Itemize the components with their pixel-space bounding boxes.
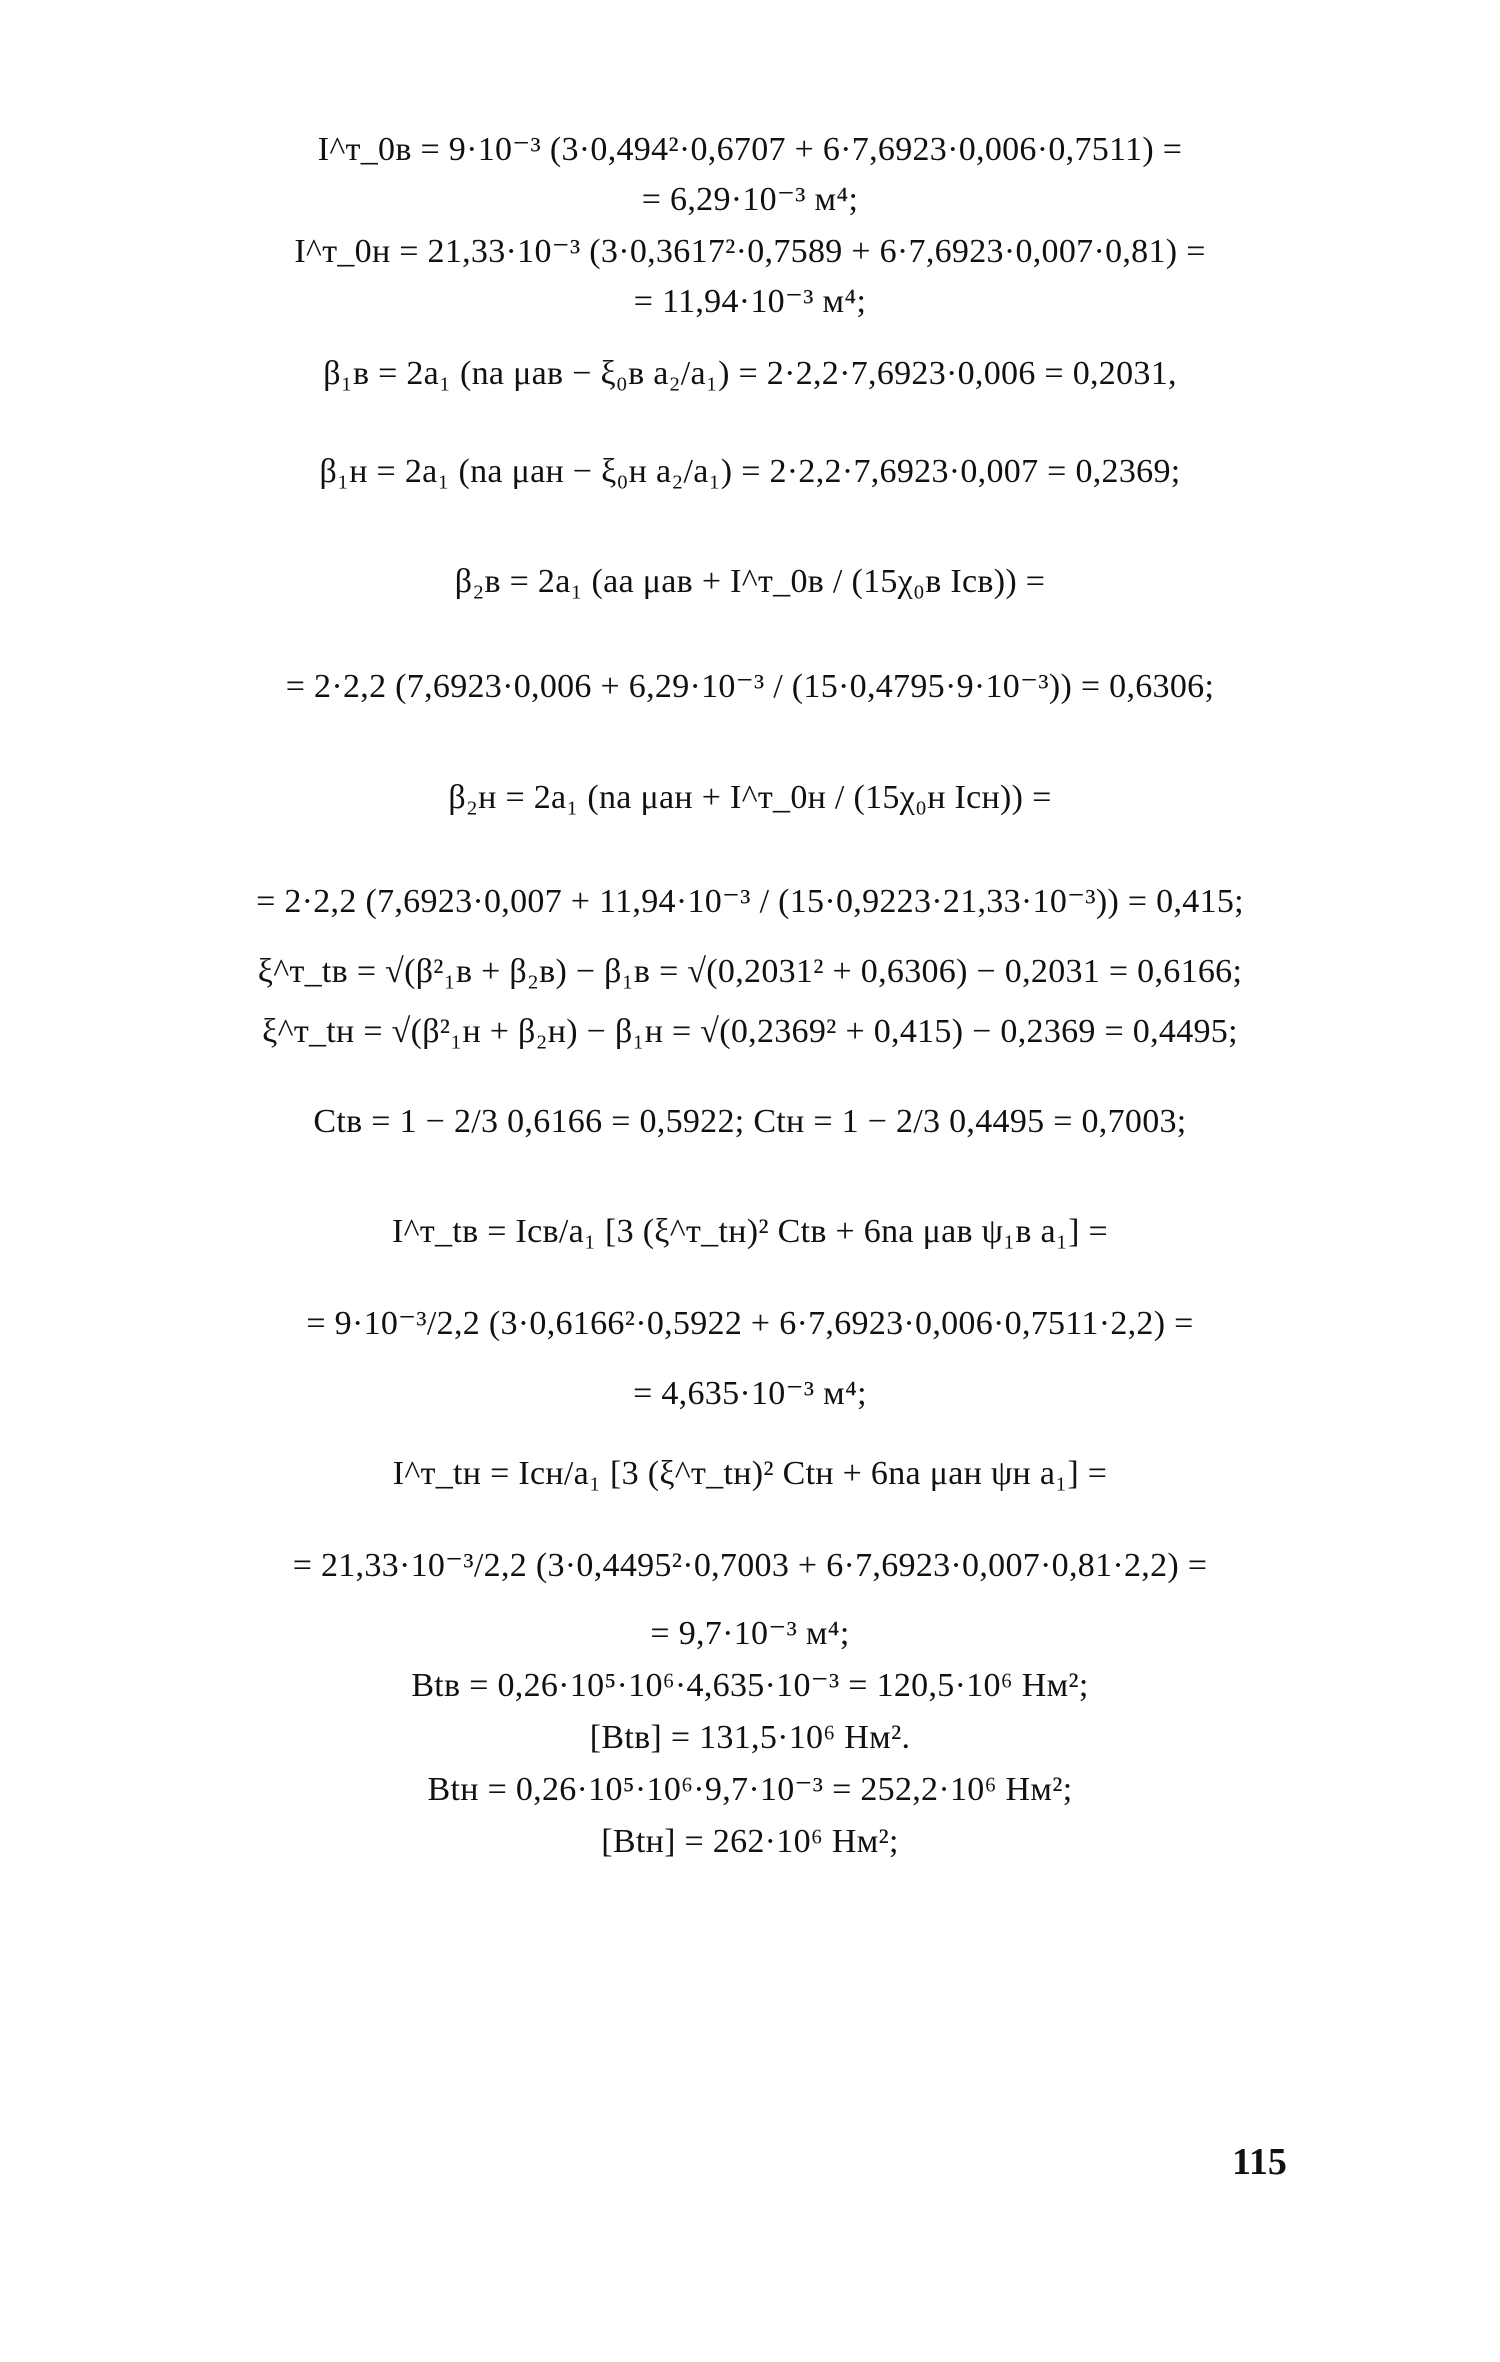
formula-line-20: Btв = 0,26·10⁵·10⁶·4,635·10⁻³ = 120,5·10⁶ Нм²; <box>411 1667 1089 1704</box>
formula-line-17: I^т_tн = Iсн/a₁ [3 (ξ^т_tн)² Ctн + 6nа μaн ψн a₁] = <box>392 1455 1108 1492</box>
formula-line-16: = 4,635·10⁻³ м⁴; <box>633 1375 867 1412</box>
formula-line-23: [Btн] = 262·10⁶ Нм²; <box>601 1823 899 1860</box>
formula-line-22: Btн = 0,26·10⁵·10⁶·9,7·10⁻³ = 252,2·10⁶ Нм²; <box>427 1771 1073 1808</box>
page-number: 115 <box>1232 2141 1287 2183</box>
formula-line-8: = 2·2,2 (7,6923·0,006 + 6,29·10⁻³ / (15·0,4795·9·10⁻³)) = 0,6306; <box>285 668 1215 705</box>
formula-line-3: I^т_0н = 21,33·10⁻³ (3·0,3617²·0,7589 + 6·7,6923·0,007·0,81) = <box>294 233 1206 270</box>
formula-line-6: β₁н = 2a₁ (nа μaн − ξ₀н a₂/a₁) = 2·2,2·7,6923·0,007 = 0,2369; <box>319 453 1181 490</box>
formula-line-21: [Btв] = 131,5·10⁶ Нм². <box>589 1719 911 1756</box>
formula-line-7: β₂в = 2a₁ (aа μaв + I^т_0в / (15χ₀в Iсв)) = <box>454 563 1046 600</box>
formula-line-11: ξ^т_tв = √(β²₁в + β₂в) − β₁в = √(0,2031² + 0,6306) − 0,2031 = 0,6166; <box>257 953 1243 990</box>
formula-line-15: = 9·10⁻³/2,2 (3·0,6166²·0,5922 + 6·7,6923·0,006·0,7511·2,2) = <box>306 1305 1194 1342</box>
formula-line-14: I^т_tв = Iсв/a₁ [3 (ξ^т_tн)² Ctв + 6nа μaв ψ₁в a₁] = <box>392 1213 1108 1250</box>
formula-line-10: = 2·2,2 (7,6923·0,007 + 11,94·10⁻³ / (15·0,9223·21,33·10⁻³)) = 0,415; <box>256 883 1244 920</box>
formula-line-4: = 11,94·10⁻³ м⁴; <box>633 283 867 320</box>
formula-line-2: = 6,29·10⁻³ м⁴; <box>641 181 859 218</box>
formula-line-1: I^т_0в = 9·10⁻³ (3·0,494²·0,6707 + 6·7,6923·0,006·0,7511) = <box>317 131 1183 168</box>
formula-line-5: β₁в = 2a₁ (nа μaв − ξ₀в a₂/a₁) = 2·2,2·7,6923·0,006 = 0,2031, <box>323 355 1177 392</box>
formula-line-9: β₂н = 2a₁ (nа μaн + I^т_0н / (15χ₀н Iсн)) = <box>448 779 1052 816</box>
formula-line-19: = 9,7·10⁻³ м⁴; <box>650 1615 850 1652</box>
formula-line-12: ξ^т_tн = √(β²₁н + β₂н) − β₁н = √(0,2369² + 0,415) − 0,2369 = 0,4495; <box>262 1013 1238 1050</box>
formula-line-18: = 21,33·10⁻³/2,2 (3·0,4495²·0,7003 + 6·7,6923·0,007·0,81·2,2) = <box>292 1547 1208 1584</box>
formula-line-13: Ctв = 1 − 2/3 0,6166 = 0,5922; Ctн = 1 − 2/3 0,4495 = 0,7003; <box>313 1103 1187 1140</box>
